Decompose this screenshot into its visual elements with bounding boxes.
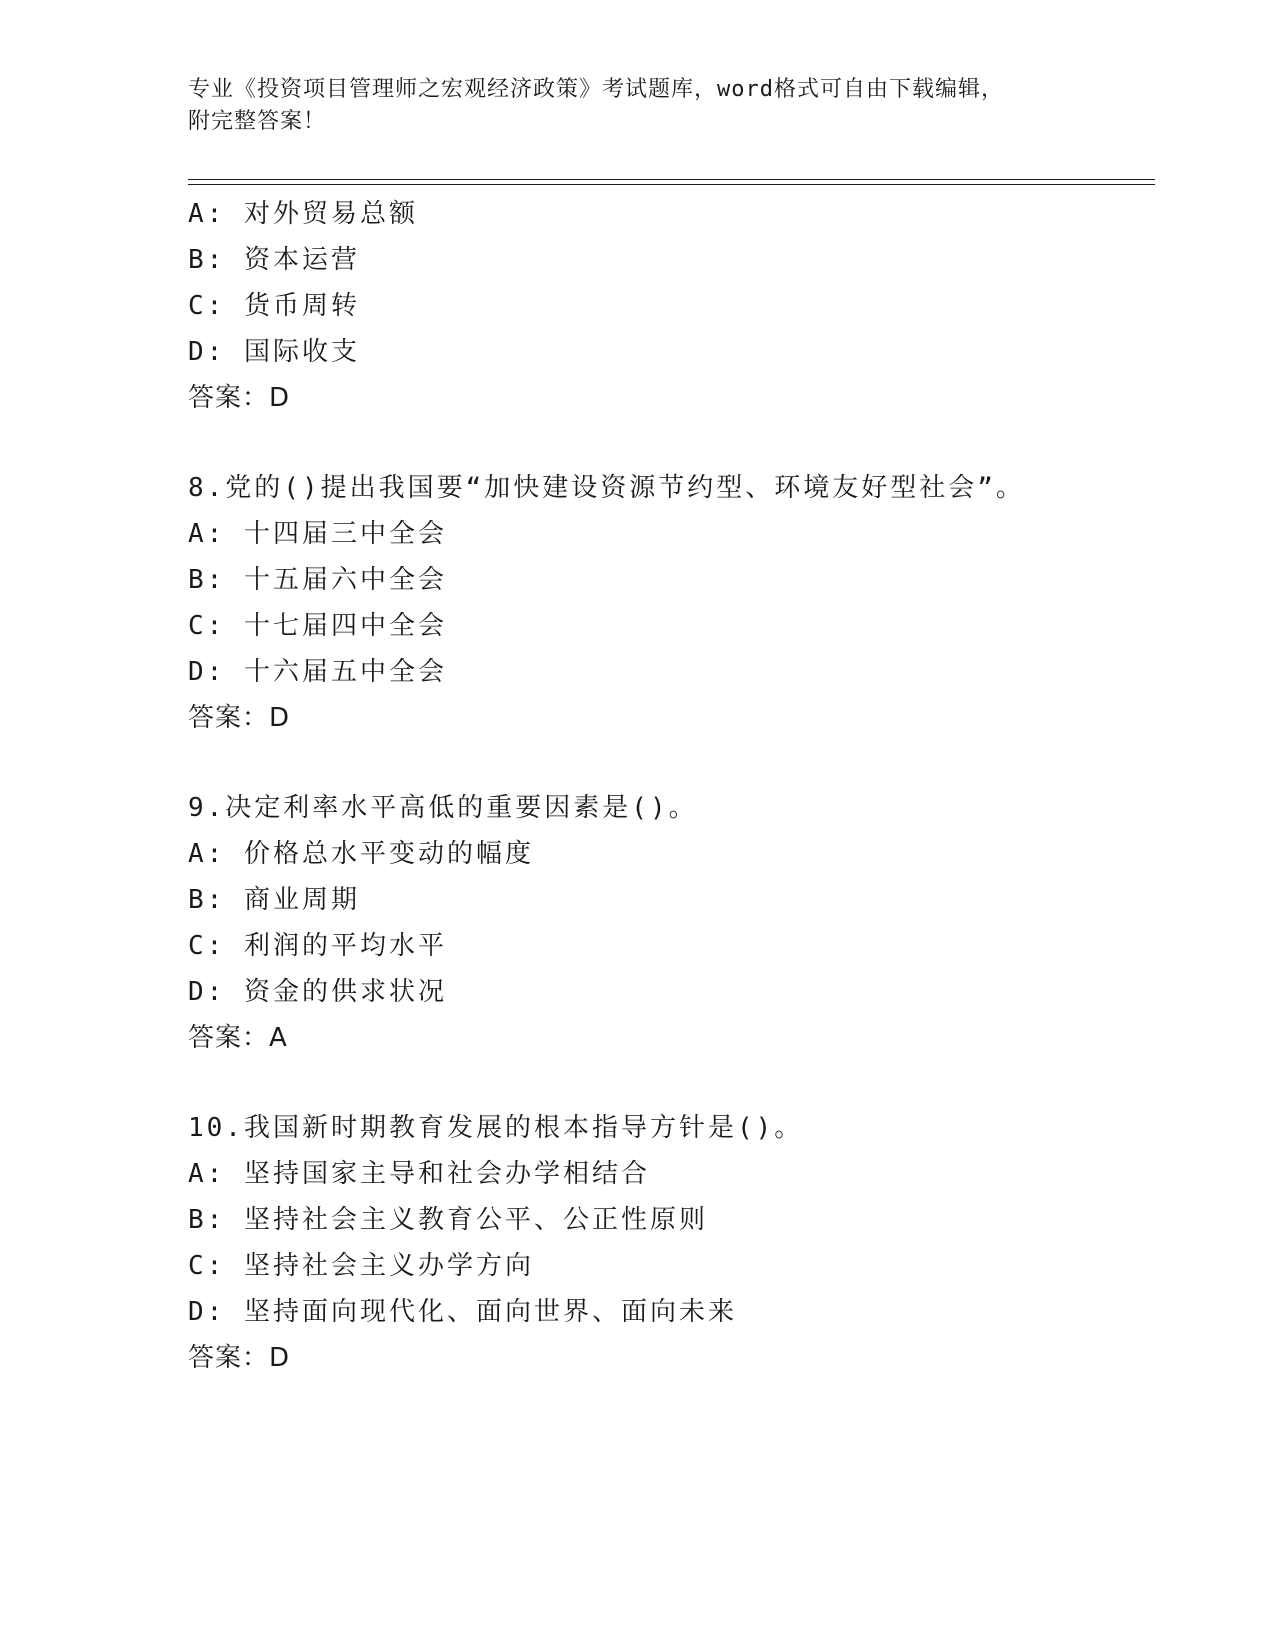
answer: 答案：D bbox=[188, 383, 291, 413]
option-b: B: 十五届六中全会 bbox=[188, 565, 447, 595]
answer: 答案：A bbox=[188, 1023, 288, 1053]
option-c: C: 十七届四中全会 bbox=[188, 611, 447, 641]
option-d: D: 资金的供求状况 bbox=[188, 977, 447, 1007]
option-b: B: 坚持社会主义教育公平、公正性原则 bbox=[188, 1205, 708, 1235]
option-c: C: 利润的平均水平 bbox=[188, 931, 447, 961]
question-9-block bbox=[188, 785, 1148, 1061]
question-10-block bbox=[188, 1105, 1148, 1381]
header-line-1: 专业《投资项目管理师之宏观经济政策》考试题库，word格式可自由下载编辑， bbox=[188, 77, 1004, 102]
question-8-block bbox=[188, 465, 1148, 741]
question-7-block bbox=[188, 191, 1148, 421]
option-a: A: 十四届三中全会 bbox=[188, 519, 447, 549]
question-text: 9.决定利率水平高低的重要因素是()。 bbox=[188, 793, 698, 823]
option-a: A: 对外贸易总额 bbox=[188, 199, 418, 229]
question-text: 10.我国新时期教育发展的根本指导方针是()。 bbox=[188, 1113, 804, 1143]
option-d: D: 坚持面向现代化、面向世界、面向未来 bbox=[188, 1297, 737, 1327]
option-c: C: 货币周转 bbox=[188, 291, 360, 321]
option-b: B: 资本运营 bbox=[188, 245, 360, 275]
option-d: D: 十六届五中全会 bbox=[188, 657, 447, 687]
document-header bbox=[188, 74, 1068, 138]
answer: 答案：D bbox=[188, 703, 291, 733]
answer: 答案：D bbox=[188, 1343, 291, 1373]
header-line-2: 附完整答案！ bbox=[188, 109, 327, 134]
option-a: A: 价格总水平变动的幅度 bbox=[188, 839, 534, 869]
header-divider-top bbox=[188, 179, 1155, 180]
question-list bbox=[188, 191, 1148, 1381]
header-divider-bottom bbox=[188, 184, 1155, 185]
option-d: D: 国际收支 bbox=[188, 337, 360, 367]
option-c: C: 坚持社会主义办学方向 bbox=[188, 1251, 534, 1281]
option-b: B: 商业周期 bbox=[188, 885, 360, 915]
option-a: A: 坚持国家主导和社会办学相结合 bbox=[188, 1159, 650, 1189]
question-text: 8.党的()提出我国要“加快建设资源节约型、环境友好型社会”。 bbox=[188, 473, 1025, 503]
